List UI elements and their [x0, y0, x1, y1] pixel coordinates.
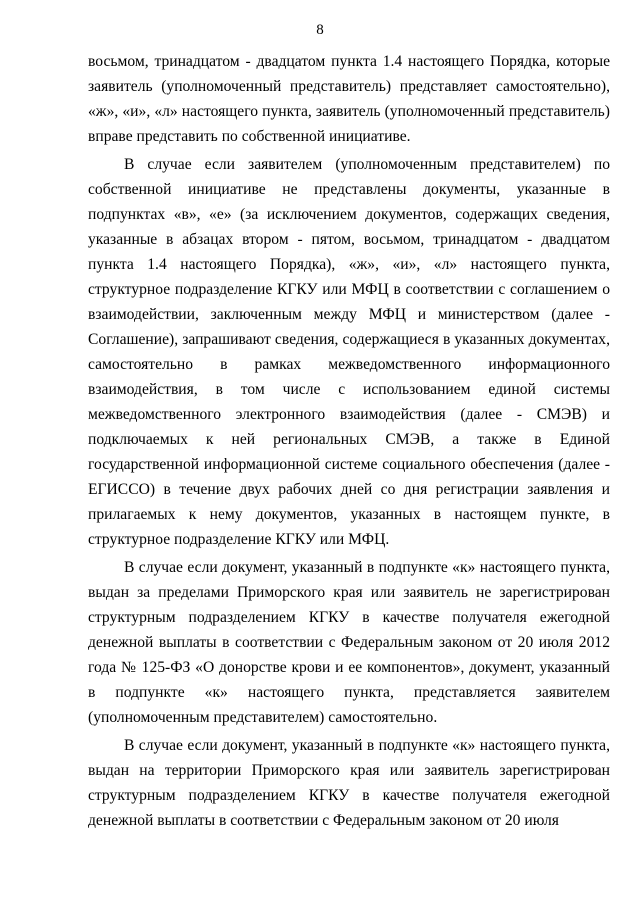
page-number: 8 — [316, 22, 324, 38]
paragraph-interdepartmental-request: В случае если заявителем (уполномоченным представителем) по собственной инициативе не представлены документы, указанные в подпунктах «в», «е» (за исключением документов, содержащих сведения, указанные в абзацах втором - пятом, восьмом, тринадцатом - двадцатом пункта 1.4 настоящего Порядка), «ж», «и», «л» настоящего пункта, структурное подразделение КГКУ или МФЦ в соответствии с соглашением о взаимодействии, заключенным между МФЦ и министерством (далее - Соглашение), запрашивают сведения, содержащиеся в указанных документах, самостоятельно в рамках межведомственного информационного взаимодействия, в том числе с использованием единой системы межведомственного электронного взаимодействия (далее - СМЭВ) и подключаемых к ней региональных СМЭВ, а также в Единой государственной информационной системе социального обеспечения (далее - ЕГИССО) в течение двух рабочих дней со дня регистрации заявления и прилагаемых к нему документов, указанных в настоящем пункте, в структурное подразделение КГКУ или МФЦ. — [88, 156, 610, 548]
paragraph-outside-region: В случае если документ, указанный в подпункте «к» настоящего пункта, выдан за пределами Приморского края или заявитель не зарегистрирован структурным подразделением КГКУ в качестве получателя ежегодной денежной выплаты в соответствии с Федеральным законом от 20 июля 2012 года № 125-ФЗ «О донорстве крови и ее компонентов», документ, указанный в подпункте «к» настоящего пункта, представляется заявителем (уполномоченным представителем) самостоятельно. — [88, 559, 610, 726]
paragraph-inside-region: В случае если документ, указанный в подпункте «к» настоящего пункта, выдан на территории Приморского края или заявитель зарегистрирован структурным подразделением КГКУ в качестве получателя ежегодной денежной выплаты в соответствии с Федеральным законом от 20 июля — [88, 737, 610, 829]
paragraph-continuation: восьмом, тринадцатом - двадцатом пункта 1.4 настоящего Порядка, которые заявитель (уполномоченный представитель) представляет самостоятельно), «ж», «и», «л» настоящего пункта, заявитель (уполномоченный представитель) вправе представить по собственной инициативе. — [88, 53, 610, 145]
document-body — [88, 49, 610, 833]
